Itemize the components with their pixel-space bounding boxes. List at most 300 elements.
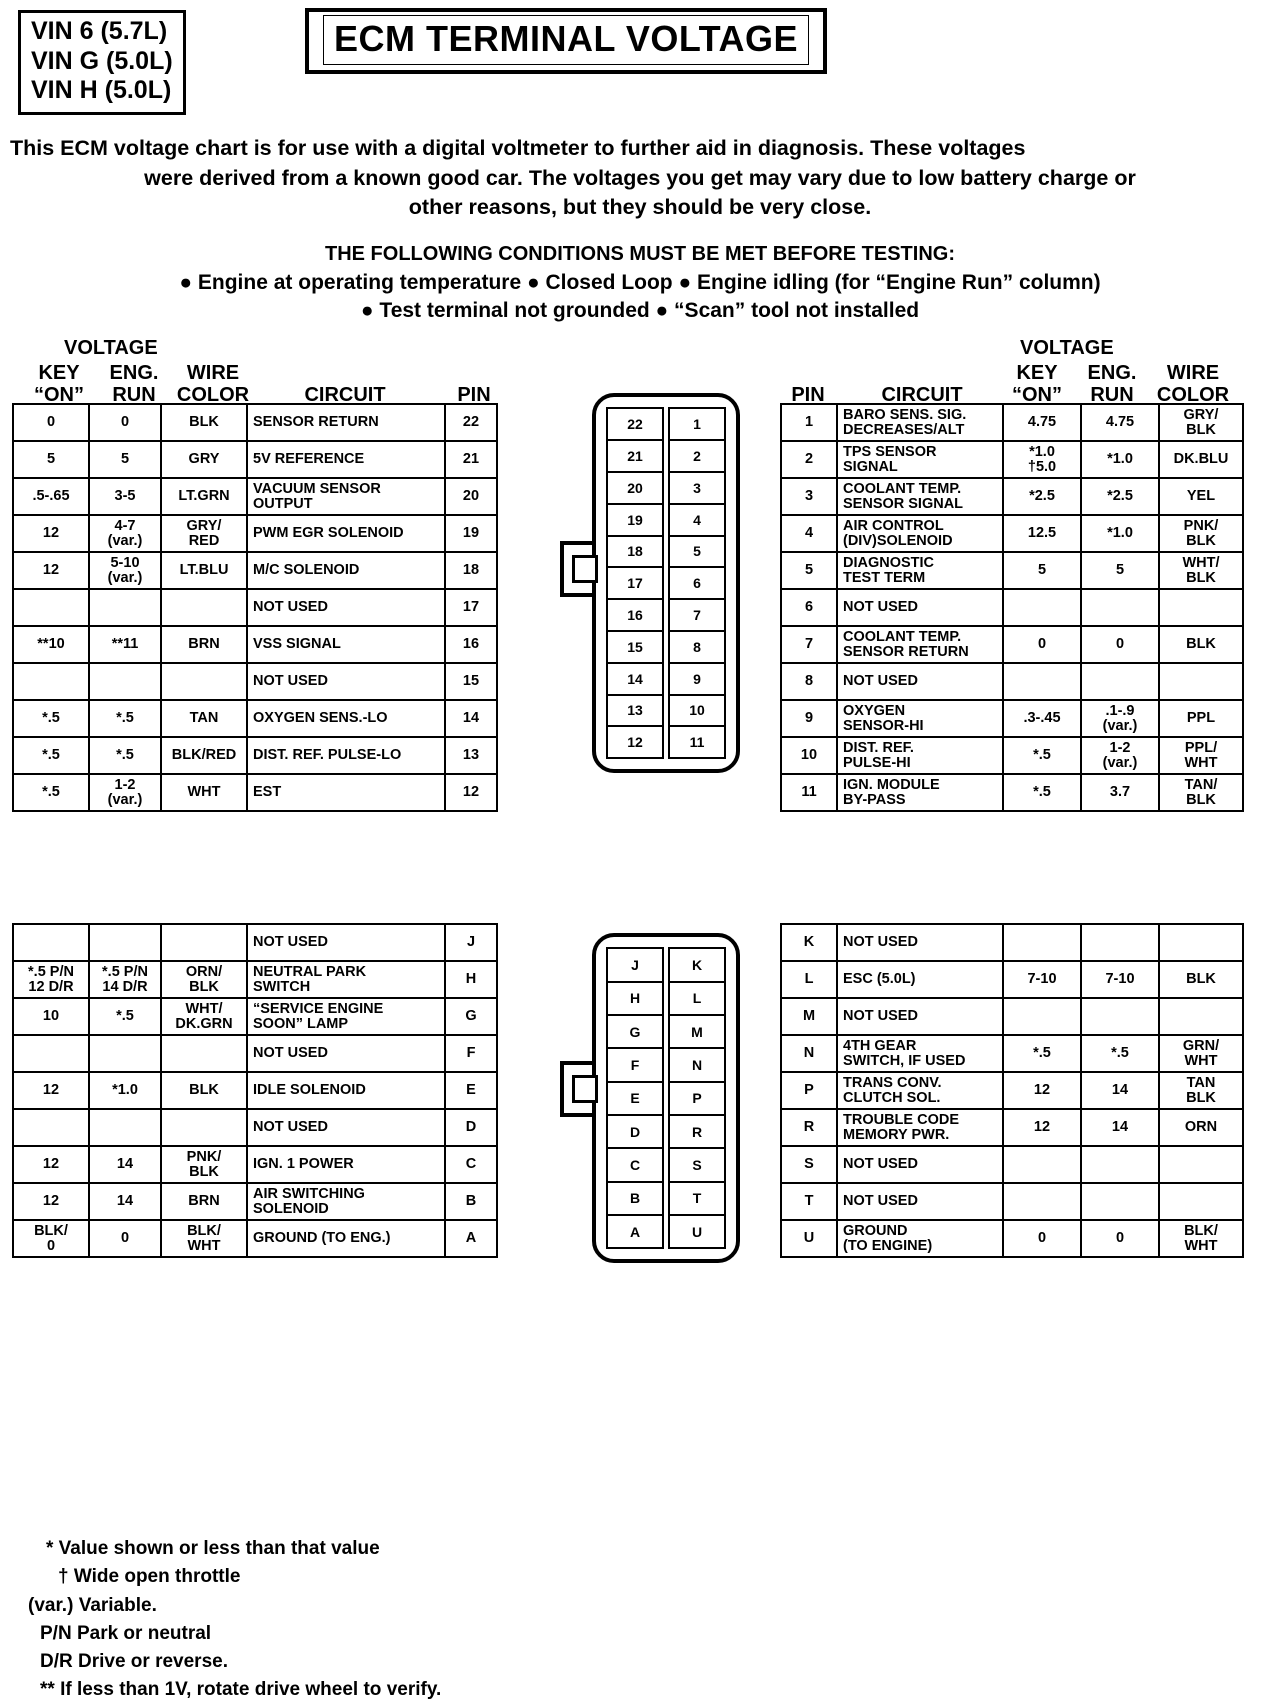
eng-line2: RUN bbox=[112, 383, 156, 406]
cell-circuit: COOLANT TEMP. SENSOR RETURN bbox=[837, 626, 1003, 663]
cell-circuit: DIST. REF. PULSE-HI bbox=[837, 737, 1003, 774]
cell-eng-run bbox=[1081, 1146, 1159, 1183]
key-line1: KEY bbox=[38, 362, 80, 385]
connector-pin: 14 bbox=[606, 662, 664, 694]
cell-key-on: 12 bbox=[1003, 1109, 1081, 1146]
wire-line2: COLOR bbox=[176, 383, 250, 406]
table-row bbox=[781, 1109, 1243, 1146]
cell-pin: T bbox=[781, 1183, 837, 1220]
connector-pin: 15 bbox=[606, 630, 664, 662]
cell-wire: GRY/ RED bbox=[161, 515, 247, 552]
cell-wire: BLK/ WHT bbox=[161, 1220, 247, 1257]
cell-wire: ORN bbox=[1159, 1109, 1243, 1146]
connector-pin: 1 bbox=[668, 407, 726, 439]
cell-circuit: AIR CONTROL (DIV)SOLENOID bbox=[837, 515, 1003, 552]
intro-line-2: were derived from a known good car. The voltages you get may vary due to low battery charge or bbox=[144, 165, 1136, 190]
cell-wire: WHT/ DK.GRN bbox=[161, 998, 247, 1035]
vin-line-3: VIN H (5.0L) bbox=[31, 76, 172, 104]
table-row bbox=[13, 1072, 497, 1109]
cell-pin: 11 bbox=[781, 774, 837, 811]
vin-line-2: VIN G (5.0L) bbox=[31, 46, 173, 75]
cell-circuit: NOT USED bbox=[837, 589, 1003, 626]
cell-wire: BRN bbox=[161, 1183, 247, 1220]
connector-pin: 18 bbox=[606, 535, 664, 567]
cell-circuit: NOT USED bbox=[837, 924, 1003, 961]
table-row bbox=[13, 552, 497, 589]
connector-latch-lower bbox=[572, 1075, 598, 1103]
upper-section bbox=[0, 337, 1280, 861]
cell-circuit: BARO SENS. SIG. DECREASES/ALT bbox=[837, 404, 1003, 441]
cell-key-on bbox=[13, 663, 89, 700]
cell-pin: 10 bbox=[781, 737, 837, 774]
cell-key-on: 0 bbox=[13, 404, 89, 441]
cell-eng-run: 5 bbox=[89, 441, 161, 478]
cell-eng-run: .1-.9 (var.) bbox=[1081, 700, 1159, 737]
cell-pin: 8 bbox=[781, 663, 837, 700]
cell-circuit: TRANS CONV. CLUTCH SOL. bbox=[837, 1072, 1003, 1109]
cell-eng-run: 1-2 (var.) bbox=[89, 774, 161, 811]
table-row bbox=[13, 1183, 497, 1220]
cell-key-on: *.5 bbox=[13, 737, 89, 774]
cell-circuit: ESC (5.0L) bbox=[837, 961, 1003, 998]
cell-key-on: *.5 bbox=[13, 774, 89, 811]
intro-paragraph bbox=[10, 134, 1270, 325]
table-row bbox=[13, 478, 497, 515]
cell-circuit: IGN. MODULE BY-PASS bbox=[837, 774, 1003, 811]
cell-key-on: *.5 P/N 12 D/R bbox=[13, 961, 89, 998]
cell-pin: R bbox=[781, 1109, 837, 1146]
table-row bbox=[13, 774, 497, 811]
cell-eng-run: 5 bbox=[1081, 552, 1159, 589]
cell-eng-run: *.5 bbox=[89, 700, 161, 737]
cell-eng-run: *2.5 bbox=[1081, 478, 1159, 515]
footnote-item: ** If less than 1V, rotate drive wheel to verify. bbox=[40, 1678, 442, 1700]
cell-pin: 4 bbox=[781, 515, 837, 552]
cell-wire bbox=[1159, 589, 1243, 626]
cell-key-on: 0 bbox=[1003, 626, 1081, 663]
cell-pin: C bbox=[445, 1146, 497, 1183]
conditions-line-2: ● Test terminal not grounded ● “Scan” tool not installed bbox=[360, 298, 920, 322]
cell-circuit: TROUBLE CODE MEMORY PWR. bbox=[837, 1109, 1003, 1146]
cell-key-on: .5-.65 bbox=[13, 478, 89, 515]
cell-key-on bbox=[13, 1035, 89, 1072]
upper-left-voltage-label: VOLTAGE bbox=[64, 337, 158, 360]
cell-key-on: 12 bbox=[13, 552, 89, 589]
cell-key-on bbox=[1003, 1183, 1081, 1220]
cell-eng-run bbox=[1081, 998, 1159, 1035]
cell-wire bbox=[1159, 1183, 1243, 1220]
table-row bbox=[13, 589, 497, 626]
connector-pin: 16 bbox=[606, 598, 664, 630]
cell-pin: 7 bbox=[781, 626, 837, 663]
cell-pin: K bbox=[781, 924, 837, 961]
conditions-line-1: ● Engine at operating temperature ● Closed Loop ● Engine idling (for “Engine Run” column) bbox=[179, 270, 1101, 294]
connector-pins-upper bbox=[606, 407, 726, 759]
cell-wire: TAN BLK bbox=[1159, 1072, 1243, 1109]
cell-circuit: DIST. REF. PULSE-LO bbox=[247, 737, 445, 774]
cell-key-on bbox=[1003, 663, 1081, 700]
table-row bbox=[781, 924, 1243, 961]
cell-circuit: NOT USED bbox=[247, 924, 445, 961]
cell-eng-run: 14 bbox=[1081, 1072, 1159, 1109]
connector-pin: 9 bbox=[668, 662, 726, 694]
cell-pin: G bbox=[445, 998, 497, 1035]
connector-diagram-upper bbox=[560, 393, 750, 773]
upper-left-pin-header: PIN bbox=[457, 384, 491, 407]
connector-pin: 5 bbox=[668, 535, 726, 567]
table-row bbox=[13, 663, 497, 700]
cell-circuit: IDLE SOLENOID bbox=[247, 1072, 445, 1109]
cell-wire: PNK/ BLK bbox=[1159, 515, 1243, 552]
cell-pin: 12 bbox=[445, 774, 497, 811]
cell-eng-run bbox=[1081, 589, 1159, 626]
connector-pin: H bbox=[606, 981, 664, 1014]
cell-wire: PNK/ BLK bbox=[161, 1146, 247, 1183]
cell-key-on: *1.0 †5.0 bbox=[1003, 441, 1081, 478]
cell-pin: 5 bbox=[781, 552, 837, 589]
cell-circuit: 5V REFERENCE bbox=[247, 441, 445, 478]
cell-key-on: 10 bbox=[13, 998, 89, 1035]
table-row bbox=[781, 404, 1243, 441]
cell-wire: BLK bbox=[1159, 961, 1243, 998]
cell-eng-run: **11 bbox=[89, 626, 161, 663]
cell-key-on: 5 bbox=[1003, 552, 1081, 589]
cell-key-on bbox=[13, 924, 89, 961]
key-line2: “ON” bbox=[34, 383, 84, 406]
connector-pin: 8 bbox=[668, 630, 726, 662]
cell-key-on: 12 bbox=[1003, 1072, 1081, 1109]
cell-wire: DK.BLU bbox=[1159, 441, 1243, 478]
cell-pin: A bbox=[445, 1220, 497, 1257]
page-title-text: ECM TERMINAL VOLTAGE bbox=[323, 15, 809, 65]
connector-pin-column-right-lower bbox=[668, 947, 726, 1249]
upper-right-voltage-label: VOLTAGE bbox=[1020, 337, 1114, 360]
cell-wire: LT.GRN bbox=[161, 478, 247, 515]
cell-key-on: *.5 bbox=[1003, 774, 1081, 811]
cell-key-on: .3-.45 bbox=[1003, 700, 1081, 737]
table-row bbox=[781, 1072, 1243, 1109]
cell-circuit: VSS SIGNAL bbox=[247, 626, 445, 663]
cell-key-on bbox=[13, 589, 89, 626]
connector-pin: G bbox=[606, 1014, 664, 1047]
cell-pin: 13 bbox=[445, 737, 497, 774]
conditions-title: THE FOLLOWING CONDITIONS MUST BE MET BEFORE TESTING: bbox=[325, 242, 955, 265]
table-row bbox=[13, 924, 497, 961]
table-row bbox=[13, 1035, 497, 1072]
cell-pin: 20 bbox=[445, 478, 497, 515]
cell-pin: 1 bbox=[781, 404, 837, 441]
connector-pin: 21 bbox=[606, 439, 664, 471]
cell-pin: 18 bbox=[445, 552, 497, 589]
cell-eng-run: 0 bbox=[89, 1220, 161, 1257]
cell-wire bbox=[1159, 663, 1243, 700]
connector-pin: 12 bbox=[606, 725, 664, 759]
cell-circuit: COOLANT TEMP. SENSOR SIGNAL bbox=[837, 478, 1003, 515]
cell-circuit: SENSOR RETURN bbox=[247, 404, 445, 441]
cell-wire: GRN/ WHT bbox=[1159, 1035, 1243, 1072]
table-row bbox=[13, 1146, 497, 1183]
cell-wire: GRY bbox=[161, 441, 247, 478]
wire-line1: WIRE bbox=[186, 362, 240, 385]
connector-pin: 13 bbox=[606, 694, 664, 726]
cell-circuit: NOT USED bbox=[247, 1035, 445, 1072]
lower-left-table bbox=[12, 923, 498, 1258]
cell-wire bbox=[1159, 1146, 1243, 1183]
connector-pin: L bbox=[668, 981, 726, 1014]
upper-right-table-wrap bbox=[780, 337, 1268, 812]
cell-eng-run bbox=[89, 924, 161, 961]
cell-pin: H bbox=[445, 961, 497, 998]
connector-latch-upper bbox=[572, 555, 598, 583]
table-row bbox=[781, 1146, 1243, 1183]
table-row bbox=[781, 663, 1243, 700]
page-header bbox=[0, 0, 1280, 128]
cell-pin: F bbox=[445, 1035, 497, 1072]
upper-right-pin-header: PIN bbox=[791, 384, 825, 407]
cell-key-on bbox=[1003, 998, 1081, 1035]
cell-wire: GRY/ BLK bbox=[1159, 404, 1243, 441]
connector-pin: F bbox=[606, 1047, 664, 1080]
footnote-item: † Wide open throttle bbox=[58, 1566, 241, 1588]
cell-circuit: M/C SOLENOID bbox=[247, 552, 445, 589]
connector-pin: 2 bbox=[668, 439, 726, 471]
connector-pin: B bbox=[606, 1181, 664, 1214]
table-row bbox=[781, 441, 1243, 478]
cell-key-on: 12 bbox=[13, 1146, 89, 1183]
connector-pin: 7 bbox=[668, 598, 726, 630]
table-row bbox=[13, 737, 497, 774]
cell-eng-run: 14 bbox=[89, 1183, 161, 1220]
cell-wire bbox=[161, 924, 247, 961]
cell-pin: P bbox=[781, 1072, 837, 1109]
cell-eng-run: 0 bbox=[89, 404, 161, 441]
key-line2-r: “ON” bbox=[1012, 383, 1062, 406]
connector-pin: D bbox=[606, 1114, 664, 1147]
table-row bbox=[781, 515, 1243, 552]
cell-pin: 16 bbox=[445, 626, 497, 663]
cell-key-on: 12 bbox=[13, 515, 89, 552]
upper-right-table bbox=[780, 403, 1244, 812]
cell-key-on: *.5 bbox=[1003, 737, 1081, 774]
cell-circuit: EST bbox=[247, 774, 445, 811]
eng-line1: ENG. bbox=[109, 362, 159, 385]
connector-pin: J bbox=[606, 947, 664, 980]
cell-circuit: NOT USED bbox=[837, 1183, 1003, 1220]
cell-wire: BLK/ WHT bbox=[1159, 1220, 1243, 1257]
connector-pin-column-left-lower bbox=[606, 947, 664, 1249]
connector-pin: R bbox=[668, 1114, 726, 1147]
eng-line2-r: RUN bbox=[1090, 383, 1134, 406]
cell-circuit: NOT USED bbox=[837, 1146, 1003, 1183]
cell-key-on: 7-10 bbox=[1003, 961, 1081, 998]
lower-right-table-wrap bbox=[780, 923, 1268, 1258]
cell-circuit: NEUTRAL PARK SWITCH bbox=[247, 961, 445, 998]
cell-wire: BLK bbox=[1159, 626, 1243, 663]
cell-pin: 21 bbox=[445, 441, 497, 478]
cell-eng-run: 14 bbox=[1081, 1109, 1159, 1146]
cell-key-on bbox=[13, 1109, 89, 1146]
vin-box bbox=[18, 10, 186, 115]
cell-key-on bbox=[1003, 1146, 1081, 1183]
cell-circuit: NOT USED bbox=[247, 1109, 445, 1146]
upper-left-wire-header bbox=[170, 363, 256, 406]
table-row bbox=[781, 700, 1243, 737]
connector-pin: 4 bbox=[668, 503, 726, 535]
cell-eng-run bbox=[89, 589, 161, 626]
cell-circuit: GROUND (TO ENGINE) bbox=[837, 1220, 1003, 1257]
cell-eng-run: 3.7 bbox=[1081, 774, 1159, 811]
cell-wire: TAN/ BLK bbox=[1159, 774, 1243, 811]
table-row bbox=[13, 441, 497, 478]
connector-pin: 20 bbox=[606, 471, 664, 503]
cell-circuit: NOT USED bbox=[247, 663, 445, 700]
table-row bbox=[781, 1183, 1243, 1220]
cell-pin: 17 bbox=[445, 589, 497, 626]
upper-left-circuit-header: CIRCUIT bbox=[304, 384, 386, 407]
connector-pin: S bbox=[668, 1147, 726, 1180]
connector-pin: M bbox=[668, 1014, 726, 1047]
connector-pins-lower bbox=[606, 947, 726, 1249]
connector-pin: C bbox=[606, 1147, 664, 1180]
upper-left-key-header bbox=[22, 363, 96, 406]
connector-pin: 11 bbox=[668, 725, 726, 759]
cell-eng-run: *.5 bbox=[89, 737, 161, 774]
table-row bbox=[781, 478, 1243, 515]
footnote-item: D/R Drive or reverse. bbox=[40, 1650, 228, 1672]
connector-pin: 17 bbox=[606, 566, 664, 598]
lower-left-table-wrap bbox=[12, 923, 512, 1258]
cell-key-on bbox=[1003, 589, 1081, 626]
table-row bbox=[13, 626, 497, 663]
connector-pin: K bbox=[668, 947, 726, 980]
cell-pin: S bbox=[781, 1146, 837, 1183]
connector-diagram-lower bbox=[560, 933, 750, 1333]
cell-key-on bbox=[1003, 924, 1081, 961]
cell-pin: 15 bbox=[445, 663, 497, 700]
cell-wire: LT.BLU bbox=[161, 552, 247, 589]
connector-pin: 22 bbox=[606, 407, 664, 439]
cell-key-on: *2.5 bbox=[1003, 478, 1081, 515]
cell-circuit: “SERVICE ENGINE SOON” LAMP bbox=[247, 998, 445, 1035]
cell-pin: D bbox=[445, 1109, 497, 1146]
table-row bbox=[781, 552, 1243, 589]
cell-circuit: NOT USED bbox=[837, 663, 1003, 700]
cell-eng-run: *1.0 bbox=[1081, 441, 1159, 478]
table-row bbox=[781, 589, 1243, 626]
upper-right-eng-header bbox=[1076, 363, 1148, 406]
key-line1-r: KEY bbox=[1016, 362, 1058, 385]
cell-wire: BRN bbox=[161, 626, 247, 663]
cell-pin: E bbox=[445, 1072, 497, 1109]
cell-eng-run: *.5 bbox=[1081, 1035, 1159, 1072]
upper-right-wire-header bbox=[1150, 363, 1236, 406]
cell-key-on: 12 bbox=[13, 1183, 89, 1220]
cell-circuit: PWM EGR SOLENOID bbox=[247, 515, 445, 552]
cell-eng-run: *.5 bbox=[89, 998, 161, 1035]
cell-wire: BLK/RED bbox=[161, 737, 247, 774]
footnote-item: P/N Park or neutral bbox=[40, 1622, 212, 1644]
cell-wire: WHT/ BLK bbox=[1159, 552, 1243, 589]
table-row bbox=[781, 998, 1243, 1035]
table-row bbox=[781, 774, 1243, 811]
upper-right-key-header bbox=[1000, 363, 1074, 406]
cell-wire: BLK bbox=[161, 404, 247, 441]
cell-eng-run: *1.0 bbox=[89, 1072, 161, 1109]
footnotes bbox=[28, 1535, 441, 1704]
cell-key-on: 4.75 bbox=[1003, 404, 1081, 441]
table-row bbox=[13, 998, 497, 1035]
cell-eng-run: 5-10 (var.) bbox=[89, 552, 161, 589]
cell-eng-run: 14 bbox=[89, 1146, 161, 1183]
cell-wire bbox=[1159, 924, 1243, 961]
cell-wire: PPL bbox=[1159, 700, 1243, 737]
cell-eng-run: 4.75 bbox=[1081, 404, 1159, 441]
cell-wire: WHT bbox=[161, 774, 247, 811]
cell-circuit: DIAGNOSTIC TEST TERM bbox=[837, 552, 1003, 589]
cell-eng-run: *1.0 bbox=[1081, 515, 1159, 552]
connector-pin: P bbox=[668, 1081, 726, 1114]
connector-pin: A bbox=[606, 1214, 664, 1249]
cell-wire bbox=[161, 589, 247, 626]
cell-pin: B bbox=[445, 1183, 497, 1220]
page-title bbox=[305, 8, 827, 74]
vin-line-1: VIN 6 (5.7L) bbox=[31, 17, 168, 45]
cell-key-on: 0 bbox=[1003, 1220, 1081, 1257]
cell-eng-run bbox=[89, 1109, 161, 1146]
connector-pin: 6 bbox=[668, 566, 726, 598]
cell-pin: M bbox=[781, 998, 837, 1035]
cell-eng-run: 7-10 bbox=[1081, 961, 1159, 998]
lower-section bbox=[0, 923, 1280, 1343]
table-row bbox=[13, 1220, 497, 1257]
cell-pin: N bbox=[781, 1035, 837, 1072]
table-row bbox=[781, 626, 1243, 663]
eng-line1-r: ENG. bbox=[1087, 362, 1137, 385]
cell-circuit: AIR SWITCHING SOLENOID bbox=[247, 1183, 445, 1220]
wire-line1-r: WIRE bbox=[1166, 362, 1220, 385]
table-row bbox=[13, 961, 497, 998]
cell-eng-run bbox=[1081, 1183, 1159, 1220]
cell-pin: 6 bbox=[781, 589, 837, 626]
cell-wire bbox=[1159, 998, 1243, 1035]
cell-wire: TAN bbox=[161, 700, 247, 737]
connector-pin-column-left-upper bbox=[606, 407, 664, 759]
table-row bbox=[13, 404, 497, 441]
cell-pin: 22 bbox=[445, 404, 497, 441]
cell-pin: U bbox=[781, 1220, 837, 1257]
table-row bbox=[781, 1220, 1243, 1257]
cell-eng-run: 3-5 bbox=[89, 478, 161, 515]
table-row bbox=[781, 961, 1243, 998]
cell-circuit: OXYGEN SENS.-LO bbox=[247, 700, 445, 737]
cell-wire bbox=[161, 1035, 247, 1072]
upper-left-eng-header bbox=[98, 363, 170, 406]
cell-wire: BLK bbox=[161, 1072, 247, 1109]
cell-eng-run bbox=[1081, 924, 1159, 961]
cell-eng-run bbox=[89, 663, 161, 700]
cell-key-on: 12 bbox=[13, 1072, 89, 1109]
connector-pin-column-right-upper bbox=[668, 407, 726, 759]
cell-pin: J bbox=[445, 924, 497, 961]
table-row bbox=[781, 737, 1243, 774]
cell-circuit: OXYGEN SENSOR-HI bbox=[837, 700, 1003, 737]
cell-key-on: BLK/ 0 bbox=[13, 1220, 89, 1257]
cell-eng-run bbox=[1081, 663, 1159, 700]
cell-pin: L bbox=[781, 961, 837, 998]
wire-line2-r: COLOR bbox=[1156, 383, 1230, 406]
cell-pin: 19 bbox=[445, 515, 497, 552]
cell-wire: PPL/ WHT bbox=[1159, 737, 1243, 774]
